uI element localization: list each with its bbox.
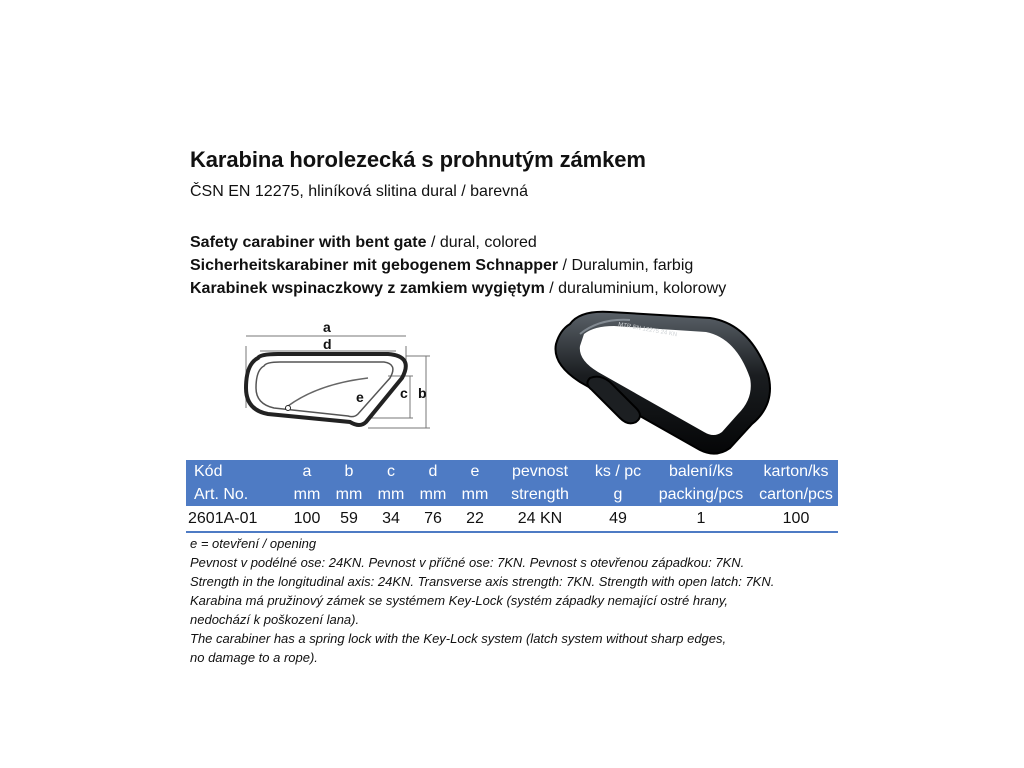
cell-carton: 100 bbox=[782, 510, 810, 527]
dim-label-c: c bbox=[400, 385, 408, 401]
translation-pl bbox=[190, 279, 726, 299]
dim-label-a: a bbox=[323, 319, 331, 335]
col-c-header: c bbox=[387, 463, 395, 480]
cell-c: 34 bbox=[382, 510, 400, 527]
carabiner-photo bbox=[540, 304, 780, 458]
dim-label-b: b bbox=[418, 385, 427, 401]
cell-code: 2601A-01 bbox=[188, 510, 258, 527]
col-code-subheader: Art. No. bbox=[194, 486, 249, 503]
carabiner-outline-inner bbox=[256, 362, 393, 417]
col-weight-header: ks / pc bbox=[594, 463, 642, 480]
note-line: Strength in the longitudinal axis: 24KN. Transverse axis strength: 7KN. Strength with open latch: 7KN. bbox=[190, 574, 775, 589]
cell-weight: 49 bbox=[609, 510, 627, 527]
translation-de bbox=[190, 256, 693, 276]
col-b-header: b bbox=[344, 463, 354, 480]
cell-e: 22 bbox=[466, 510, 484, 527]
cell-strength: 24 KN bbox=[517, 510, 563, 527]
notes-block bbox=[190, 534, 774, 667]
translation-de-bold: Sicherheitskarabiner mit gebogenem Schnapper bbox=[190, 257, 559, 274]
dim-label-d: d bbox=[323, 336, 332, 352]
product-title: Karabina horolezecká s prohnutým zámkem bbox=[190, 147, 646, 172]
col-d-unit: mm bbox=[419, 486, 447, 503]
note-line: Pevnost v podélné ose: 24KN. Pevnost v příčné ose: 7KN. Pevnost s otevřenou západkou: 7KN. bbox=[190, 555, 745, 570]
dim-label-e: e bbox=[356, 389, 364, 405]
col-b-unit: mm bbox=[335, 486, 363, 503]
col-carton-header: karton/ks bbox=[763, 463, 829, 480]
product-subtitle: ČSN EN 12275, hliníková slitina dural / barevná bbox=[190, 183, 528, 200]
translation-pl-rest: / duraluminium, kolorowy bbox=[544, 280, 727, 297]
col-e-unit: mm bbox=[461, 486, 489, 503]
col-strength-subheader: strength bbox=[511, 486, 569, 503]
note-line: e = otevření / opening bbox=[190, 536, 317, 551]
table-bottom-rule bbox=[186, 531, 838, 533]
cell-d: 76 bbox=[424, 510, 442, 527]
col-e-header: e bbox=[470, 463, 480, 480]
translation-en bbox=[190, 233, 537, 253]
cell-b: 59 bbox=[340, 510, 358, 527]
translation-pl-bold: Karabinek wspinaczkowy z zamkiem wygiętym bbox=[190, 280, 545, 297]
col-carton-subheader: carton/pcs bbox=[759, 486, 833, 503]
dimension-drawing bbox=[238, 318, 438, 436]
col-strength-header: pevnost bbox=[511, 463, 569, 480]
col-c-unit: mm bbox=[377, 486, 405, 503]
translation-en-rest: / dural, colored bbox=[426, 234, 537, 251]
note-line: The carabiner has a spring lock with the Key-Lock system (latch system without sharp edges, bbox=[190, 631, 727, 646]
col-a-unit: mm bbox=[293, 486, 321, 503]
spec-table bbox=[186, 460, 838, 527]
note-line: nedochází k poškození lana). bbox=[190, 612, 360, 627]
col-packing-header: balení/ks bbox=[668, 463, 734, 480]
col-weight-unit: g bbox=[613, 486, 623, 503]
translation-de-rest: / Duralumin, farbig bbox=[558, 257, 694, 274]
gate-pivot bbox=[286, 406, 291, 411]
note-line: no damage to a rope). bbox=[190, 650, 318, 665]
col-a-header: a bbox=[302, 463, 312, 480]
col-packing-subheader: packing/pcs bbox=[658, 486, 744, 503]
cell-packing: 1 bbox=[696, 510, 706, 527]
table-row bbox=[186, 460, 838, 532]
note-line: Karabina má pružinový zámek se systémem Key-Lock (systém západky nemající ostré hrany, bbox=[190, 593, 729, 608]
col-d-header: d bbox=[428, 463, 438, 480]
cell-a: 100 bbox=[293, 510, 321, 527]
translation-en-bold: Safety carabiner with bent gate bbox=[190, 234, 427, 251]
carabiner-engraving: MTR EN 12275 24 KN bbox=[617, 322, 678, 339]
col-code-header: Kód bbox=[194, 463, 223, 480]
